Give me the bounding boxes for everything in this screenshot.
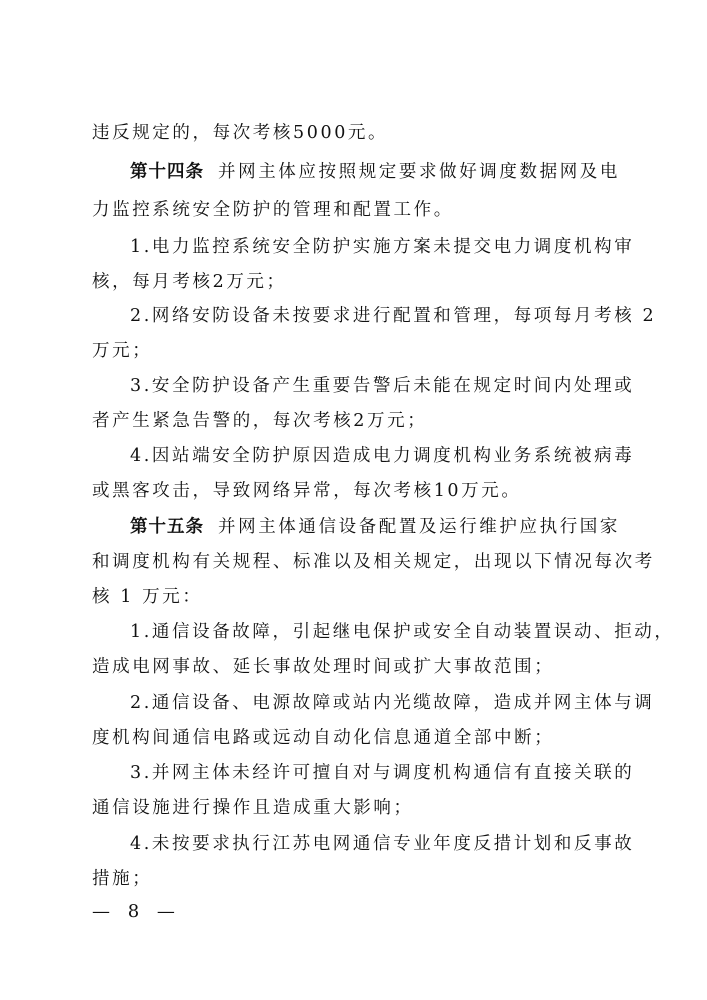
list-item: 2.网络安防设备未按要求进行配置和管理，每项每月考核 2 <box>130 306 657 326</box>
article-14-heading-line <box>130 155 620 189</box>
list-item: 4.未按要求执行江苏电网通信专业年度反措计划和反事故 <box>130 834 635 854</box>
list-item: 2.通信设备、电源故障或站内光缆故障，造成并网主体与调 <box>130 693 655 713</box>
text-line: 度机构间通信电路或远动自动化信息通道全部中断； <box>92 728 555 748</box>
text-line: 通信设施进行操作且造成重大影响； <box>92 798 414 818</box>
list-item: 3.并网主体未经许可擅自对与调度机构通信有直接关联的 <box>130 763 635 783</box>
text-line: 者产生紧急告警的，每次考核2万元； <box>92 411 428 431</box>
text-line: 违反规定的，每次考核5000元。 <box>92 123 389 143</box>
list-item: 1.电力监控系统安全防护实施方案未提交电力调度机构审 <box>130 237 635 257</box>
text-line: 措施； <box>92 869 153 889</box>
list-item: 1.通信设备故障，引起继电保护或安全自动装置误动、拒动， <box>130 622 675 642</box>
article-14-title: 第十四条 <box>130 162 204 182</box>
article-14-text: 并网主体应按照规定要求做好调度数据网及电 <box>218 162 620 182</box>
text-line: 和调度机构有关规程、标准以及相关规定，出现以下情况每次考 <box>92 552 655 572</box>
article-15-title: 第十五条 <box>130 517 204 537</box>
text-line: 核，每月考核2万元； <box>92 272 287 292</box>
list-item: 3.安全防护设备产生重要告警后未能在规定时间内处理或 <box>130 376 635 396</box>
list-item: 4.因站端安全防护原因造成电力调度机构业务系统被病毒 <box>130 446 635 466</box>
text-line: 力监控系统安全防护的管理和配置工作。 <box>92 200 454 220</box>
text-line: 核 1 万元： <box>92 587 203 607</box>
page-number: — 8 — <box>92 901 181 922</box>
text-line: 万元； <box>92 341 153 361</box>
article-15-heading-line <box>130 510 620 544</box>
text-line: 造成电网事故、延长事故处理时间或扩大事故范围； <box>92 657 555 677</box>
article-15-text: 并网主体通信设备配置及运行维护应执行国家 <box>218 517 620 537</box>
text-line: 或黑客攻击，导致网络异常，每次考核10万元。 <box>92 481 522 501</box>
